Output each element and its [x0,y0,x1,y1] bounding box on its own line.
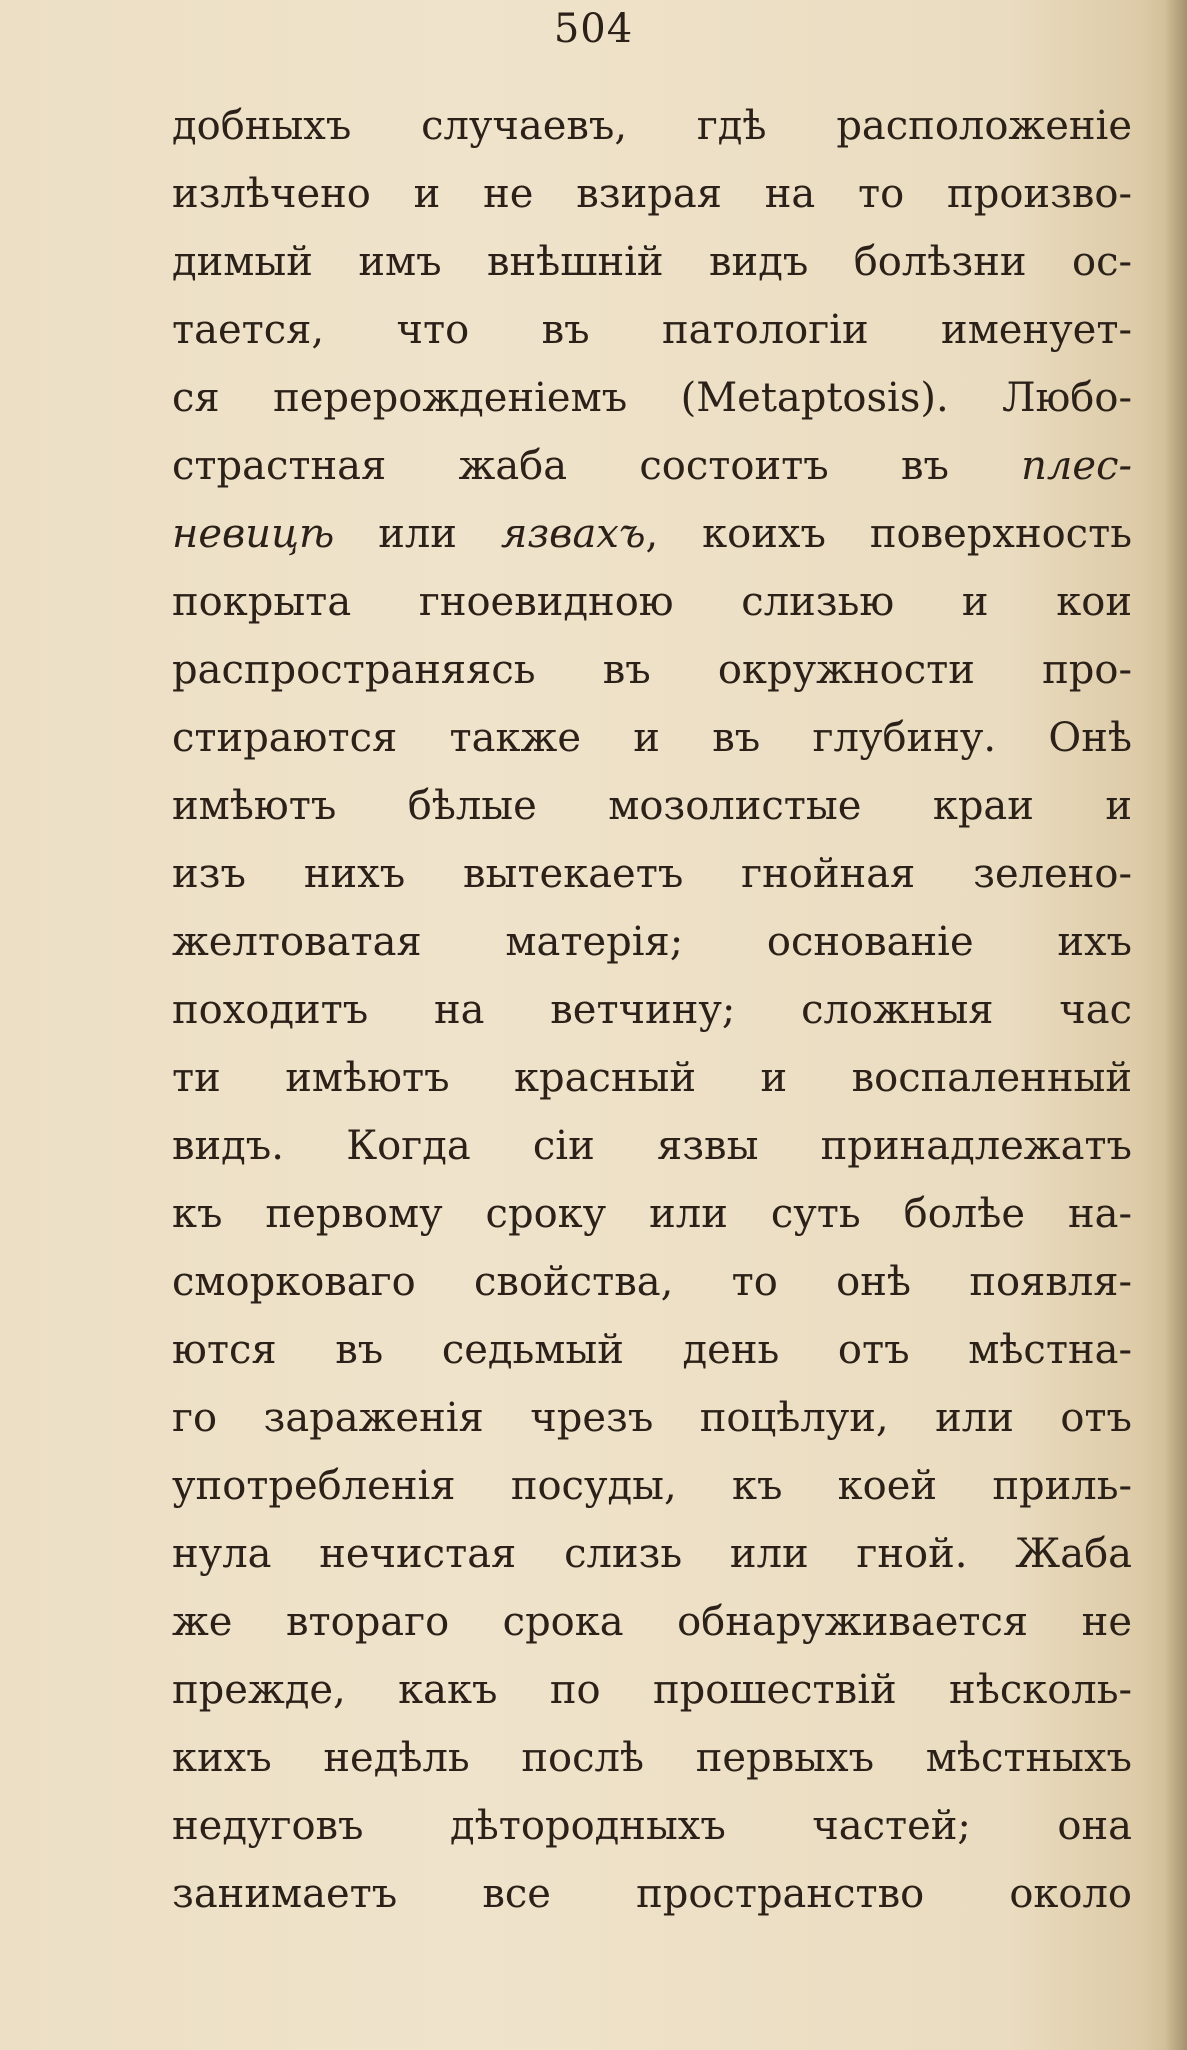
text-segment: распространяясь въ окружности про- [172,647,1132,693]
text-segment: занимаетъ все пространство около [172,1871,1132,1917]
text-segment: прежде, какъ по прошествiй нѣсколь- [172,1667,1132,1713]
text-segment: употребленiя посуды, къ коей приль- [172,1463,1132,1509]
text-segment: димый имъ внѣшнiй видъ болѣзни ос- [172,239,1132,285]
italic-word: плес- [1021,443,1132,489]
text-line [172,364,1132,432]
text-line [172,704,1132,772]
text-line [172,636,1132,704]
text-line [172,92,1132,160]
text-segment: ся перерожденiемъ (Metaptosis). Любо- [172,375,1132,421]
text-segment: излѣчено и не взирая на то произво- [172,171,1132,217]
text-segment: недуговъ дѣтородныхъ частей; она [172,1803,1132,1849]
text-segment: кихъ недѣль послѣ первыхъ мѣстныхъ [172,1735,1132,1781]
text-segment: нула нечистая слизь или гной. Жаба [172,1531,1132,1577]
text-segment: сморковаго свойства, то онѣ появля- [172,1259,1132,1305]
text-line [172,296,1132,364]
text-line [172,432,1132,500]
text-line [172,1316,1132,1384]
text-segment: добныхъ случаевъ, гдѣ расположенie [172,103,1132,149]
text-segment: тается, что въ патологiи именует- [172,307,1132,353]
italic-word: невицѣ [172,511,335,557]
text-segment: изъ нихъ вытекаетъ гнойная зелено- [172,851,1132,897]
text-line [172,1656,1132,1724]
text-line [172,568,1132,636]
text-segment: желтоватая матерiя; основанiе ихъ [172,919,1132,965]
text-segment: имѣютъ бѣлые мозолистые краи и [172,783,1132,829]
text-segment: , коихъ поверхность [645,511,1132,557]
text-segment: къ первому сроку или суть болѣе на- [172,1191,1132,1237]
text-segment: походитъ на ветчину; сложныя час [172,987,1132,1033]
text-line [172,1792,1132,1860]
text-segment: ти имѣютъ красный и воспаленный [172,1055,1132,1101]
text-segment: покрыта гноевидною слизью и кои [172,579,1132,625]
text-line [172,772,1132,840]
text-line [172,1452,1132,1520]
text-segment: же втораго срока обнаруживается не [172,1599,1132,1645]
text-line [172,228,1132,296]
text-segment: страстная жаба состоитъ въ [172,443,1022,489]
text-line [172,1724,1132,1792]
text-line [172,840,1132,908]
text-line [172,1044,1132,1112]
body-text [172,92,1132,1928]
text-line [172,1588,1132,1656]
text-line [172,1112,1132,1180]
text-segment: го зараженiя чрезъ поцѣлуи, или отъ [172,1395,1132,1441]
text-line [172,976,1132,1044]
text-segment: стираются также и въ глубину. Онѣ [172,715,1132,761]
text-segment: ются въ седьмый день отъ мѣстна- [172,1327,1132,1373]
text-line [172,500,1132,568]
text-line [172,1860,1132,1928]
page-number: 504 [553,6,634,52]
text-line [172,1520,1132,1588]
text-line [172,1248,1132,1316]
text-line [172,1384,1132,1452]
italic-word: язвахъ [500,511,646,557]
text-line [172,908,1132,976]
text-line [172,1180,1132,1248]
text-line [172,160,1132,228]
text-segment: или [334,511,501,557]
page-edge-shadow [1165,0,1187,2050]
text-segment: видъ. Когда сiи язвы принадлежатъ [172,1123,1132,1169]
